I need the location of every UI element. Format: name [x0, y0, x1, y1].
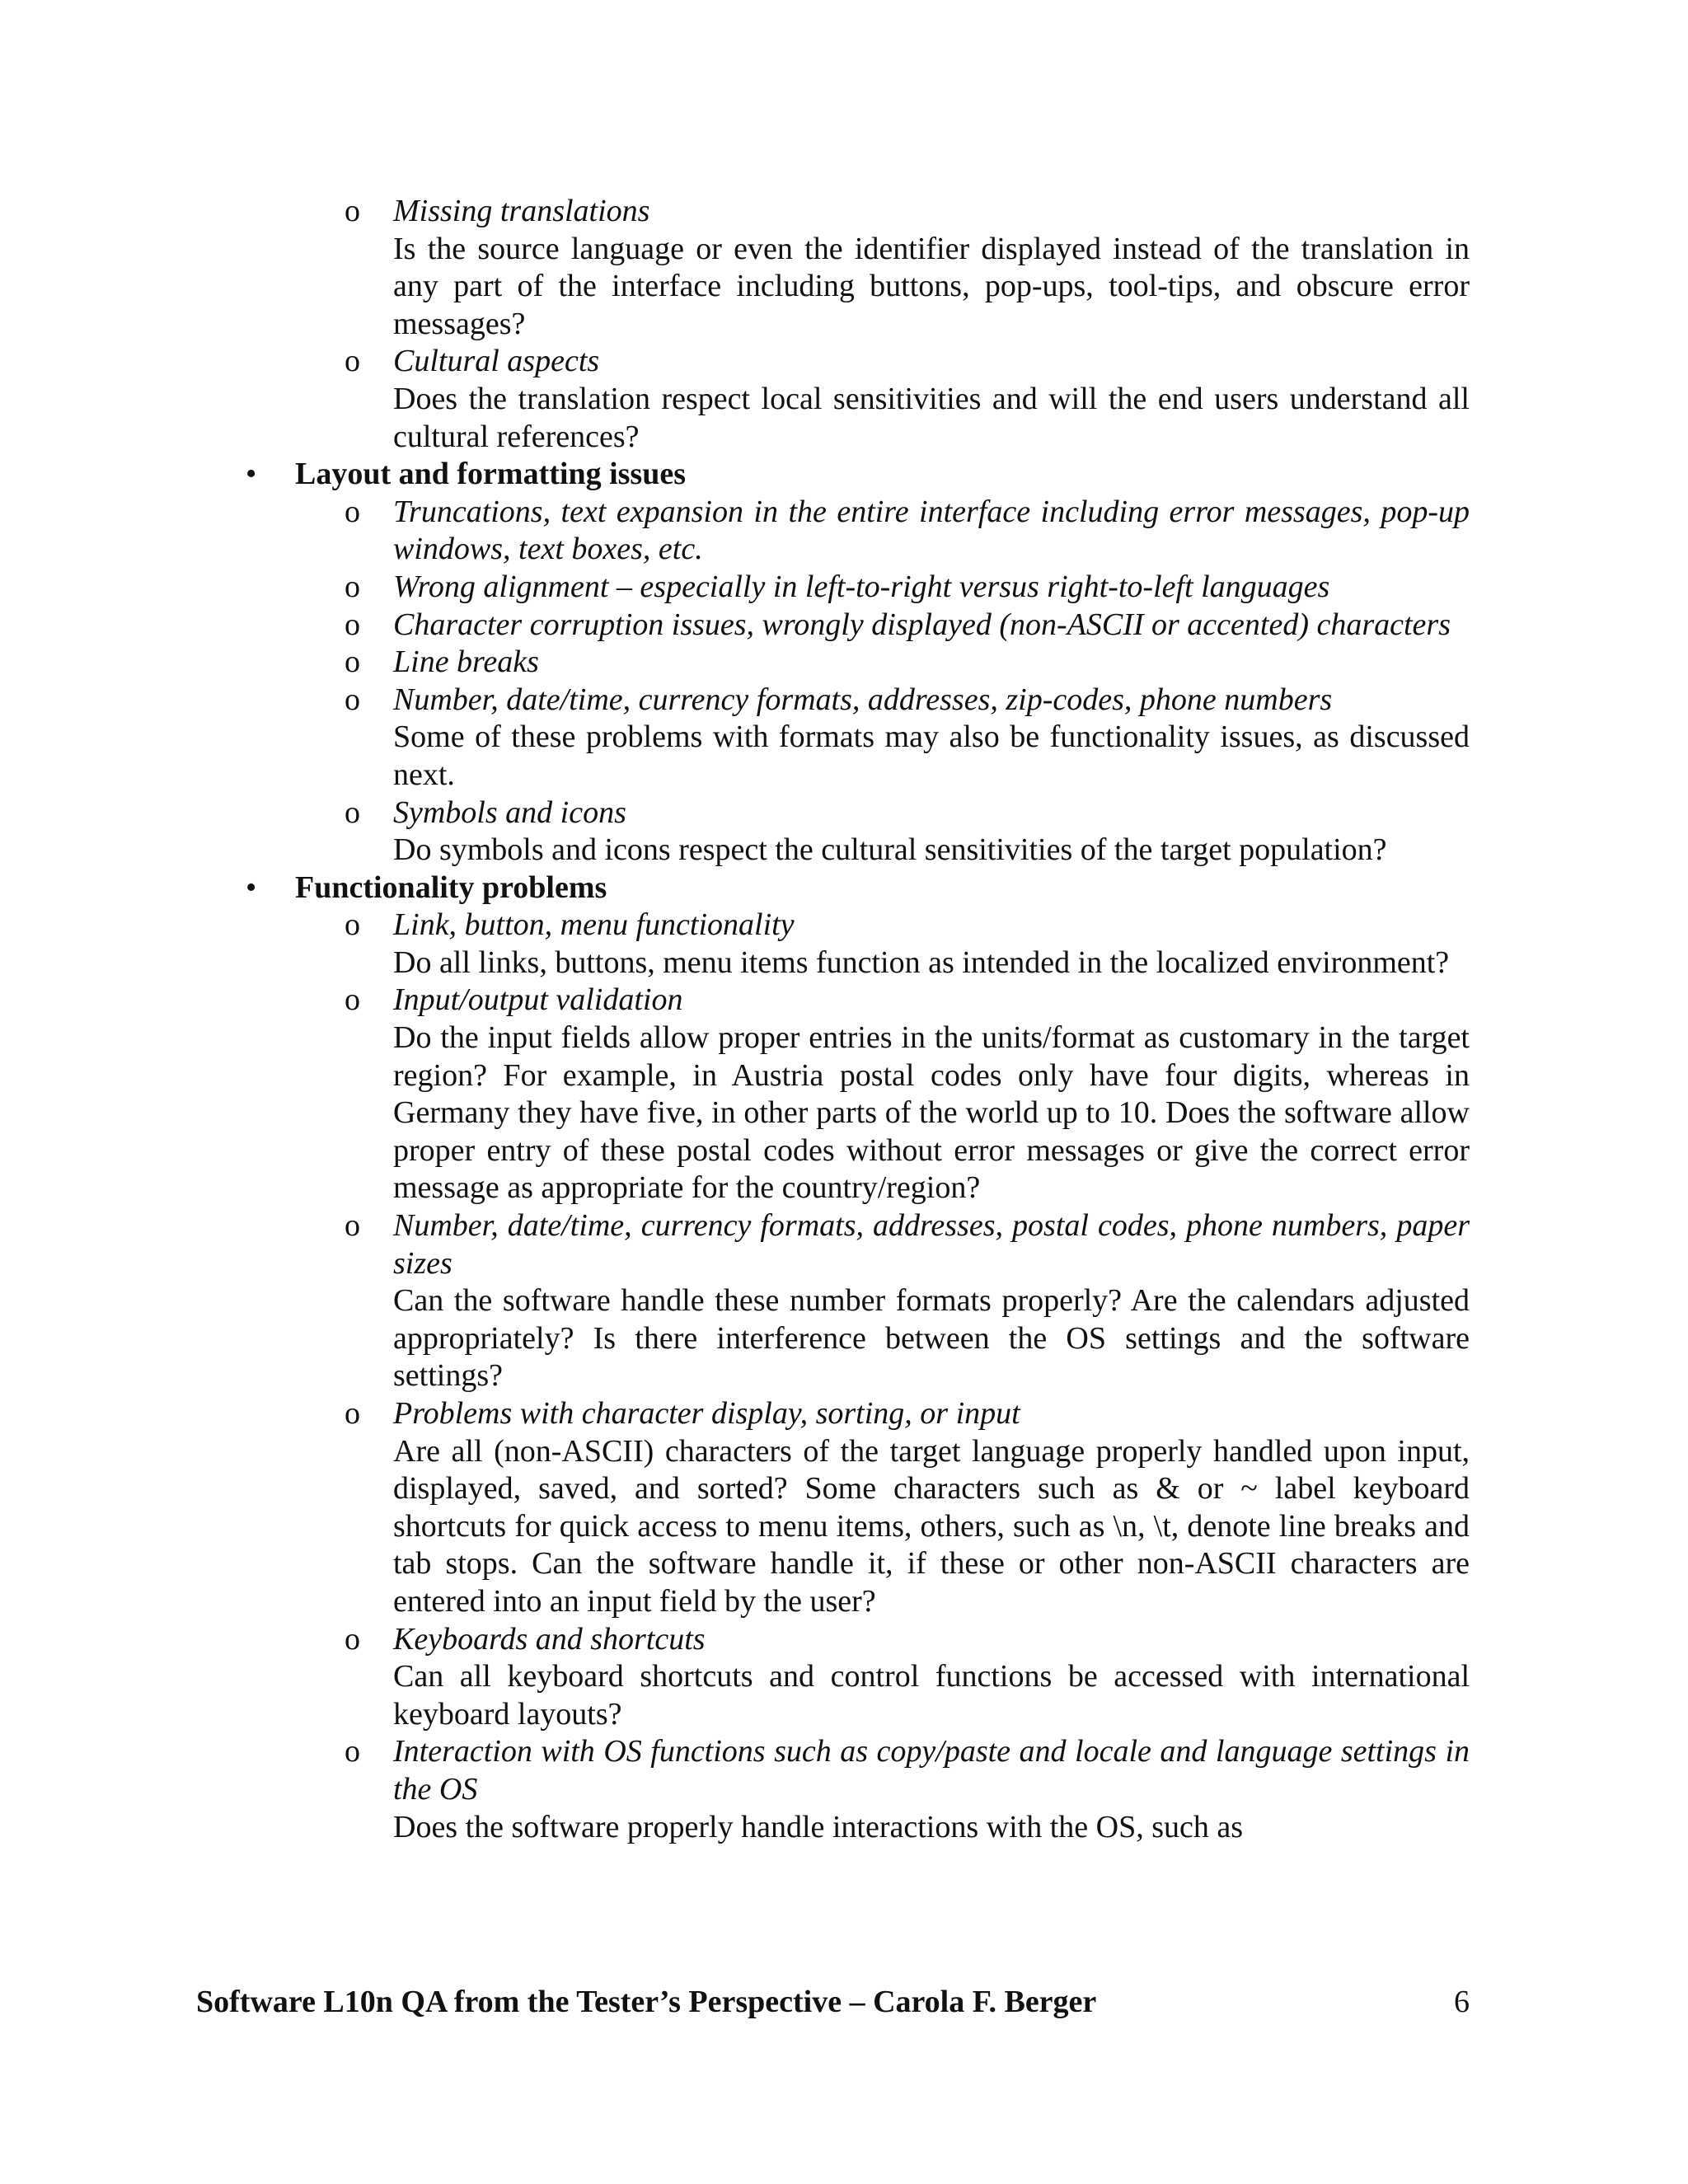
sub-item-title: Link, button, menu functionality: [393, 907, 795, 943]
page-number: 6: [1454, 1985, 1470, 2019]
sub-item-title: Problems with character display, sorting, or input: [393, 1396, 1020, 1431]
sub-item: [0, 644, 1470, 682]
bullet-marker: •: [246, 869, 257, 905]
sub-bullet-marker: o: [345, 644, 360, 680]
sub-item-description: Is the source language or even the identifier displayed instead of the translation in any part of the interface including buttons, pop-ups, tool-tips, and obscure error messages?: [393, 231, 1470, 341]
sub-item: [0, 682, 1470, 794]
sub-bullet-marker: o: [345, 344, 360, 379]
sub-item-title: Number, date/time, currency formats, addresses, zip-codes, phone numbers: [393, 682, 1333, 717]
sub-bullet-marker: o: [345, 907, 360, 943]
sub-item-description: Are all (non-ASCII) characters of the target language properly handled upon input, displayed, saved, and sorted? Some characters such as & or ~ label keyboard shortcuts for quick access to menu items, others, such as \n, \t, denote line breaks and tab stops. Can the software handle it, if these or other non-ASCII characters are entered into an input field by the user?: [393, 1433, 1470, 1619]
sub-bullet-marker: o: [345, 1396, 360, 1431]
sub-item: [0, 794, 1470, 869]
section-bullet: [0, 869, 1470, 907]
sub-item: [0, 569, 1470, 607]
sub-item: [0, 1207, 1470, 1395]
sub-item-description: Can all keyboard shortcuts and control functions be accessed with international keyboard layouts?: [393, 1659, 1470, 1732]
sub-item-title: Cultural aspects: [393, 344, 600, 379]
sub-bullet-marker: o: [345, 569, 360, 604]
sub-item: [0, 193, 1470, 343]
sub-item-description: Some of these problems with formats may also be functionality issues, as discussed next.: [393, 719, 1470, 792]
sub-bullet-marker: o: [345, 1208, 360, 1244]
section-bullet: [0, 456, 1470, 494]
sub-bullet-marker: o: [345, 794, 360, 830]
sub-item: [0, 1733, 1470, 1846]
sub-bullet-marker: o: [345, 194, 360, 228]
sub-item-title: Character corruption issues, wrongly displayed (non-ASCII or accented) characters: [393, 607, 1451, 642]
sub-item: [0, 907, 1470, 982]
footer-title: Software L10n QA from the Tester’s Perspective – Carola F. Berger: [196, 1985, 1097, 2019]
sub-bullet-marker: o: [345, 1621, 360, 1657]
sub-item-title: Interaction with OS functions such as copy/paste and locale and language settings in the OS: [393, 1734, 1470, 1807]
section-heading: Functionality problems: [295, 869, 607, 905]
sub-item-title: Input/output validation: [393, 982, 683, 1018]
sub-item-description: Do symbols and icons respect the cultural sensitivities of the target population?: [393, 832, 1387, 868]
sub-item: [0, 982, 1470, 1207]
sub-item-description: Do the input fields allow proper entries in the units/format as customary in the target region? For example, in Austria postal codes only have four digits, whereas in Germany they have five, in other parts of the world up to 10. Does the software allow proper entry of these postal codes without error messages or give the correct error message as appropriate for the country/region?: [393, 1020, 1470, 1206]
sub-bullet-marker: o: [345, 682, 360, 717]
bullet-marker: •: [246, 457, 257, 492]
sub-item-description: Can the software handle these number formats properly? Are the calendars adjusted appropriately? Is there interference between the OS settings and the software settings?: [393, 1283, 1470, 1394]
sub-item-title: Symbols and icons: [393, 794, 626, 830]
sub-bullet-marker: o: [345, 607, 360, 642]
sub-item: [0, 1621, 1470, 1734]
sub-item: [0, 343, 1470, 456]
page-content: [0, 193, 1688, 1846]
sub-bullet-marker: o: [345, 494, 360, 529]
sub-item-description: Do all links, buttons, menu items function as intended in the localized environment?: [393, 944, 1450, 980]
sub-item-title: Keyboards and shortcuts: [393, 1621, 706, 1657]
section-heading: Layout and formatting issues: [295, 457, 686, 492]
sub-item-title: Missing translations: [393, 194, 650, 228]
sub-item: [0, 494, 1470, 569]
sub-item-description: Does the software properly handle interactions with the OS, such as: [393, 1809, 1244, 1844]
sub-bullet-marker: o: [345, 1734, 360, 1769]
sub-item-title: Wrong alignment – especially in left-to-right versus right-to-left languages: [393, 569, 1330, 604]
page-footer: [196, 1984, 1470, 2021]
sub-item-description: Does the translation respect local sensitivities and will the end users understand all cultural references?: [393, 381, 1470, 454]
sub-item-title: Truncations, text expansion in the entire interface including error messages, pop-up windows, text boxes, etc.: [393, 494, 1470, 567]
sub-item: [0, 1395, 1470, 1621]
sub-item-title: Number, date/time, currency formats, addresses, postal codes, phone numbers, paper sizes: [393, 1208, 1470, 1281]
sub-item: [0, 607, 1470, 644]
sub-bullet-marker: o: [345, 982, 360, 1018]
sub-item-title: Line breaks: [393, 644, 539, 680]
